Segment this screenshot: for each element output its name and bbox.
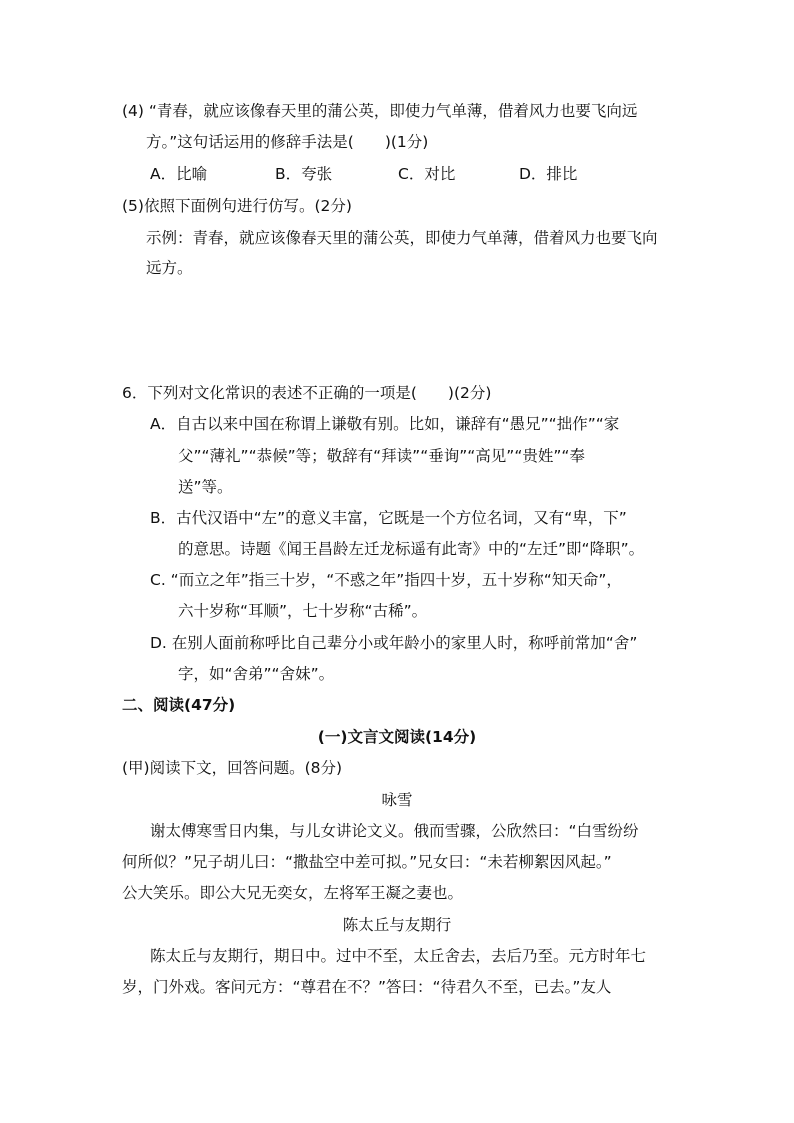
q5-example-line-1: 示例：青春，就应该像春天里的蒲公英，即使力气单薄，借着风力也要飞向 — [146, 229, 658, 247]
q6-stem: 6．下列对文化常识的表述不正确的一项是( )(2分) — [122, 384, 492, 402]
q6-option-b-line-1: B．古代汉语中“左”的意义丰富，它既是一个方位名词，又有“卑，下” — [150, 509, 627, 527]
passage-1-line-1: 谢太傅寒雪日内集，与儿女讲论文义。俄而雪骤，公欣然曰：“白雪纷纷 — [150, 822, 639, 840]
q4-option-d: D．排比 — [519, 165, 578, 183]
q6-option-c-line-2: 六十岁称“耳顺”，七十岁称“古稀”。 — [178, 602, 428, 620]
passage-1-line-2: 何所似？”兄子胡儿曰：“撒盐空中差可拟。”兄女曰：“未若柳絮因风起。” — [122, 853, 612, 871]
q4-option-a: A．比喻 — [150, 165, 208, 183]
passage-2-title: 陈太丘与友期行 — [342, 916, 452, 934]
q6-option-a-line-1: A．自古以来中国在称谓上谦敬有别。比如，谦辞有“愚兄”“拙作”“家 — [150, 415, 620, 433]
section-subheading: (一)文言文阅读(14分) — [317, 728, 477, 746]
q4-line-2: 方。”这句话运用的修辞手法是( )(1分) — [146, 133, 429, 151]
passage-2-line-2: 岁，门外戏。客问元方：“尊君在不？”答曰：“待君久不至，已去。”友人 — [122, 978, 612, 996]
part-a-instruction: (甲)阅读下文，回答问题。(8分) — [122, 759, 343, 777]
passage-1-line-3: 公大笑乐。即公大兄无奕女，左将军王凝之妻也。 — [122, 884, 464, 902]
q4-option-c: C．对比 — [398, 165, 456, 183]
q6-option-a-line-2: 父”“薄礼”“恭候”等；敬辞有“拜读”“垂询”“高见”“贵姓”“奉 — [178, 447, 585, 465]
q6-option-d-line-1: D. 在别人面前称呼比自己辈分小或年龄小的家里人时，称呼前常加“舍” — [150, 634, 638, 652]
q4-line-1: (4) “青春，就应该像春天里的蒲公英，即使力气单薄，借着风力也要飞向远 — [122, 102, 638, 120]
q6-option-a-line-3: 送”等。 — [178, 478, 233, 496]
passage-1-title: 咏雪 — [381, 791, 413, 809]
q5-stem: (5)依照下面例句进行仿写。(2分) — [122, 197, 352, 215]
q6-option-c-line-1: C. “而立之年”指三十岁，“不惑之年”指四十岁，五十岁称“知天命”， — [150, 571, 622, 589]
q6-option-b-line-2: 的意思。诗题《闻王昌龄左迁龙标遥有此寄》中的“左迁”即“降职”。 — [178, 540, 645, 558]
section-heading: 二、阅读(47分) — [122, 696, 236, 714]
q5-example-line-2: 远方。 — [146, 259, 193, 277]
q6-option-d-line-2: 字，如“舍弟”“舍妹”。 — [178, 665, 335, 683]
passage-2-line-1: 陈太丘与友期行，期日中。过中不至，太丘舍去，去后乃至。元方时年七 — [150, 947, 647, 965]
q4-option-b: B．夸张 — [275, 165, 333, 183]
